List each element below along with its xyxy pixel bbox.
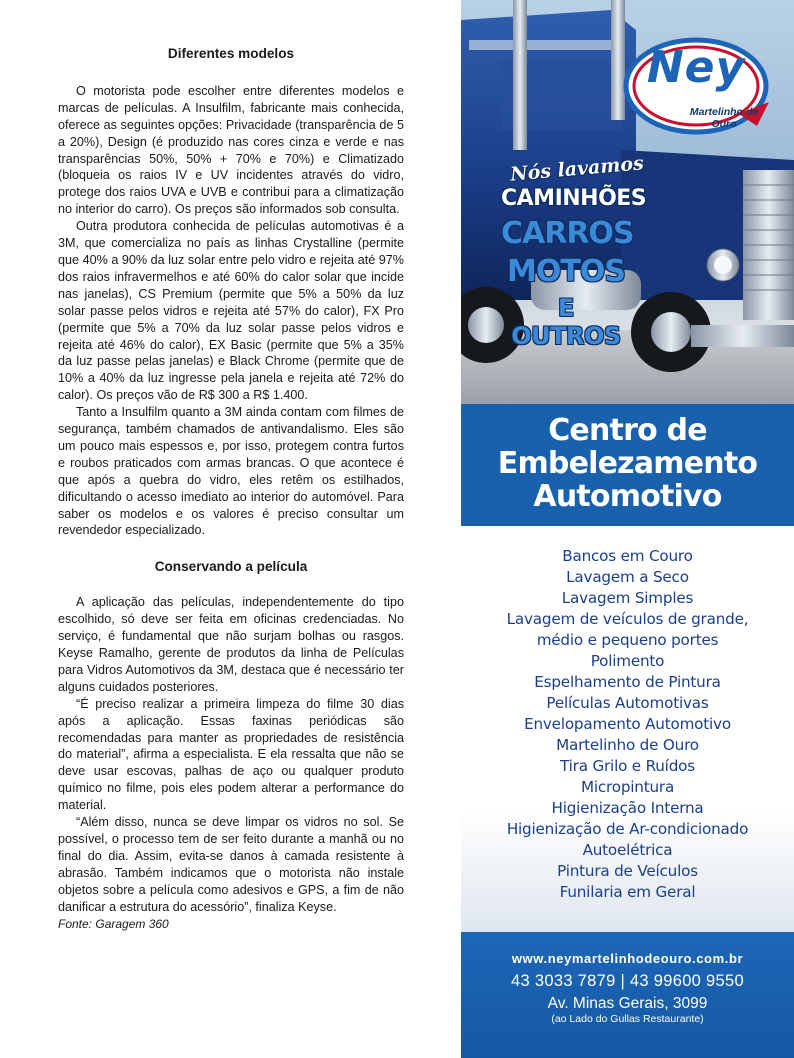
service-item: Tira Grilo e Ruídos: [560, 757, 695, 775]
banner-line: Centro de: [548, 413, 707, 448]
service-item: Espelhamento de Pintura: [534, 673, 721, 691]
slogan-word: CARROS: [501, 216, 634, 251]
article-paragraph: Outra produtora conhecida de películas automotivas é a 3M, que comercializa no país as linhas Crystalline (permite que 40% a 90% da luz solar entre pelo vidro e rejeita até 97% dos raios infravermelhos e até 60% do calor solar que incide nas janelas), CS Premium (permite que 5% a 50% da luz solar passe pelos vidros e rejeita até 57% do calor), FX Pro (permite que 5% a 70% da luz solar passe pelos vidros e rejeita até 46% do calor), EX Basic (permite que 5% a 35% da luz passe pelas janelas) e Black Chrome (permite que de 10% a 40% da luz ingresse pela janela e rejeita até 72% do calor). Os preços vão de R$ 300 a R$ 1.400.: [58, 219, 404, 403]
contact-block: [461, 932, 794, 1058]
service-item: Lavagem a Seco: [566, 568, 689, 586]
service-item: Higienização Interna: [551, 799, 704, 817]
slogan-word: CAMINHÕES: [501, 186, 647, 211]
truck-photo: [461, 0, 794, 404]
service-item: Autoelétrica: [582, 841, 673, 859]
center-banner: [461, 404, 794, 526]
source-credit: Fonte: Garagem 360: [58, 916, 169, 931]
service-item: Películas Automotivas: [546, 694, 709, 712]
service-item: médio e pequeno portes: [536, 631, 719, 649]
advertisement: [461, 0, 794, 1058]
service-item: Lavagem de veículos de grande,: [506, 610, 749, 628]
slogan-lead: Nós lavamos: [509, 152, 645, 186]
address-reference: (ao Lado do Gullas Restaurante): [551, 1013, 704, 1025]
service-item: Bancos em Couro: [562, 547, 693, 565]
website-url: www.neymartelinhodeouro.com.br: [511, 951, 744, 966]
article-paragraph: Tanto a Insulfilm quanto a 3M ainda contam com filmes de segurança, também chamados de antivandalismo. Eles são um pouco mais espessos e, por isso, protegem contra furtos e roubos praticados com armas brancas. O que acontece é que após a quebra do vidro, eles retêm os estilhados, dificultando o acesso imediato ao interior do automóvel. Para saber os modelos e os valores é preciso consultar um revendedor especializado.: [58, 405, 404, 538]
phone-numbers: 43 3033 7879 | 43 99600 9550: [511, 972, 744, 990]
article-paragraph: O motorista pode escolher entre diferentes modelos e marcas de películas. A Insulfilm, fabricante mais conhecida, oferece as seguintes opções: Privacidade (transparência de 5 a 20%), Design (é produzido nas cores cinza e verde e nas transparências 50%, 50% + 70% e 70%) e Climatizado (bloqueia os raios IV e UV incidentes através do vidro, protege dos raios UVA e UVB e contribui para a climatização no interior do carro). Os preços são informados sob consulta.: [58, 83, 404, 217]
section-heading-conservation: Conservando a película: [154, 559, 308, 575]
section-heading-models: Diferentes modelos: [167, 46, 295, 61]
service-item: Martelinho de Ouro: [556, 736, 699, 754]
article-paragraph: “Além disso, nunca se deve limpar os vidros no sol. Se possível, o processo tem de ser feito durante a manhã ou no final do dia. Assim, evita-se danos à camada resistente à abrasão. Também indicamos que o motorista não instale objetos sobre a película como adesivos e GPS, a fim de não danificar a estrutura do acessório”, finaliza Keyse.: [58, 815, 404, 914]
service-item: Higienização de Ar-condicionado: [506, 820, 749, 838]
article-paragraph: “É preciso realizar a primeira limpeza do filme 30 dias após a aplicação. Essas faxinas periódicas são recomendadas para manter as propriedades de resistência do material”, afirma a especialista. E ela ressalta que não se deve usar escovas, palhas de aço ou qualquer produto químico no filme, pois eles podem alterar a performance do material.: [58, 696, 404, 813]
banner-line: Embelezamento: [497, 446, 758, 481]
service-item: Polimento: [590, 652, 665, 670]
slogan-word: E OUTROS: [511, 294, 621, 350]
service-item: Micropintura: [580, 778, 675, 796]
service-item: Lavagem Simples: [561, 589, 694, 607]
brand-logo: [621, 34, 771, 146]
slogan: [461, 152, 794, 350]
article-column: [58, 40, 404, 932]
slogan-word: MOTOS: [507, 254, 625, 289]
article-paragraph: A aplicação das películas, independentemente do tipo escolhido, só deve ser feita em oficinas credenciadas. No serviço, é fundamental que não surjam bolhas ou rasgos. Keyse Ramalho, gerente de produtos da linha de Películas para Vidros Automotivos da 3M, destaca que é necessário ter alguns cuidados posteriores.: [58, 595, 404, 694]
service-item: Envelopamento Automotivo: [524, 715, 731, 733]
logo-subtitle: Martelinho de Ouro: [689, 106, 759, 130]
service-item: Pintura de Veículos: [557, 862, 698, 880]
banner-line: Automotivo: [533, 479, 722, 514]
logo-name: Ney: [646, 42, 746, 93]
services-list: [461, 526, 794, 932]
service-item: Funilaria em Geral: [559, 883, 696, 901]
address: Av. Minas Gerais, 3099: [547, 995, 708, 1012]
